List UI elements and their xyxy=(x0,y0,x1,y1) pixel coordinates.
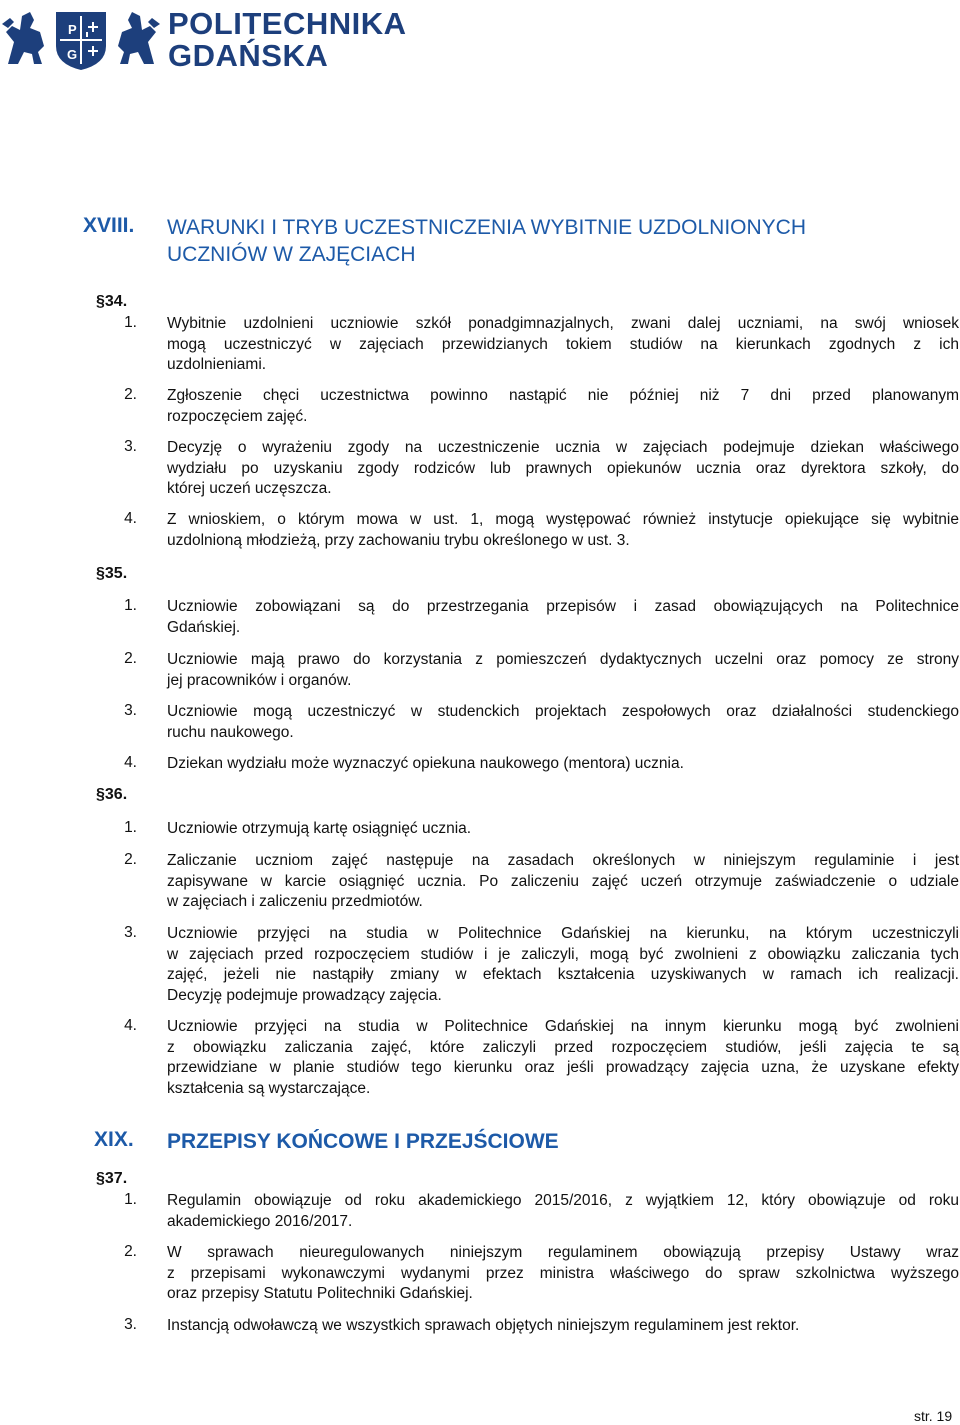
text-line: Zaliczanie uczniom zajęć następuje na zasadach określonych w niniejszym regulaminie i jest xyxy=(167,852,959,869)
paragraph-label: §35. xyxy=(96,565,128,582)
item-number: 1. xyxy=(124,597,137,614)
text-line: uzdolnieniami. xyxy=(167,356,267,373)
item-number: 1. xyxy=(124,314,137,331)
item-text xyxy=(167,1191,959,1232)
section-title-line: PRZEPISY KOŃCOWE I PRZEJŚCIOWE xyxy=(167,1130,559,1153)
item-text xyxy=(167,597,959,638)
text-line: w zajęciach przed rozpoczęciem studiów i je zaliczyli, mogą być zwolnieni z obowiązku zaliczania tych xyxy=(167,945,959,963)
section-number: XVIII. xyxy=(83,214,135,237)
paragraph-number: 35. xyxy=(104,565,128,582)
text-line: Decyzję o wyrażeniu zgody na uczestniczenie ucznia w zajęciach podejmuje dziekan właściwego xyxy=(167,439,959,456)
item-number: 2. xyxy=(124,386,137,403)
text-line: Uczniowie zobowiązani są do przestrzegania przepisów i zasad obowiązujących na Politechnice xyxy=(167,598,959,615)
section-number: XIX. xyxy=(94,1128,134,1151)
item-number: 3. xyxy=(124,924,137,941)
text-line: zajęć, jeżeli nie nastąpiły zmiany w efektach kształcenia uzyskiwanych w ramach ich realizacji. xyxy=(167,966,959,983)
text-line: w zajęciach i zaliczeniu przedmiotów. xyxy=(167,893,423,910)
item-text xyxy=(167,1243,959,1305)
text-line: z przepisami wykonawczymi wydanymi przez ministra właściwego do spraw szkolnictwa wyższego xyxy=(167,1264,959,1282)
section-title-line: UCZNIÓW W ZAJĘCIACH xyxy=(167,243,416,266)
item-text xyxy=(167,1017,959,1099)
paragraph-label: §34. xyxy=(96,293,128,310)
item-number: 1. xyxy=(124,819,137,836)
university-wordmark xyxy=(168,8,407,72)
item-text xyxy=(167,924,959,1006)
text-line: mogą uczestniczyć w zajęciach przewidzianych tokiem studiów na kierunkach zgodnych z ich xyxy=(167,335,959,353)
item-number: 1. xyxy=(124,1191,137,1208)
text-line: Uczniowie przyjęci na studia w Politechnice Gdańskiej na kierunku, na którym uczestniczyli xyxy=(167,925,959,942)
item-text xyxy=(167,386,959,427)
item-number: 2. xyxy=(124,851,137,868)
emblem-letter-g: G xyxy=(67,47,78,62)
text-line: zapisywane w karcie osiągnięć ucznia. Po zaliczeniu zajęć uczeń otrzymuje zaświadczenie o udziale xyxy=(167,872,959,890)
text-line: uzdolnioną młodzieżą, przy zachowaniu trybu określonego w ust. 3. xyxy=(167,531,630,549)
section-title-line: WARUNKI I TRYB UCZESTNICZENIA WYBITNIE UZDOLNIONYCH xyxy=(167,216,807,239)
item-number: 2. xyxy=(124,1243,137,1260)
page-number: str. 19 xyxy=(914,1408,953,1424)
text-line: Uczniowie otrzymują kartę osiągnięć ucznia. xyxy=(167,820,472,837)
item-number: 4. xyxy=(124,510,137,527)
text-line: Gdańskiej. xyxy=(167,618,241,636)
wordmark-line-1: POLITECHNIKA xyxy=(168,6,407,41)
text-line: akademickiego 2016/2017. xyxy=(167,1212,353,1230)
text-line: Zgłoszenie chęci uczestnictwa powinno nastąpić nie później niż 7 dni przed planowanym xyxy=(167,387,959,404)
text-line: wydziału po uzyskaniu zgody rodziców lub prawnych opiekunów ucznia oraz dyrektora szkoły, do xyxy=(167,459,959,477)
text-line: Uczniowie przyjęci na studia w Politechnice Gdańskiej na innym kierunku mogą być zwolnieni xyxy=(167,1018,959,1035)
text-line: Instancją odwoławczą we wszystkich sprawach objętych niniejszym regulaminem jest rektor. xyxy=(167,1317,800,1334)
item-text xyxy=(167,438,959,500)
item-text xyxy=(167,851,959,913)
section-title xyxy=(167,214,806,268)
text-line: jej pracowników i organów. xyxy=(167,671,352,689)
page-header xyxy=(0,0,960,80)
item-number: 4. xyxy=(124,754,137,771)
wordmark-line-2: GDAŃSKA xyxy=(168,38,329,73)
item-text xyxy=(167,510,959,551)
paragraph-number: 36. xyxy=(104,786,128,803)
item-text xyxy=(167,702,959,743)
text-line: W sprawach nieuregulowanych niniejszym regulaminem obowiązują przepisy Ustawy wraz xyxy=(167,1244,959,1261)
item-number: 3. xyxy=(124,702,137,719)
item-number: 3. xyxy=(124,438,137,455)
text-line: Uczniowie mają prawo do korzystania z pomieszczeń dydaktycznych uczelni oraz pomocy ze strony xyxy=(167,651,959,668)
university-emblem-icon xyxy=(0,6,162,72)
paragraph-number: 37. xyxy=(104,1170,128,1187)
item-text xyxy=(167,1316,959,1337)
text-line: ruchu naukowego. xyxy=(167,723,294,741)
text-fragment: Regulamin obowiązuje od roku akademickiego 2015/2016, z wyjątkiem 12, który obowiązuje od roku xyxy=(167,1192,959,1209)
text-line: z obowiązku zaliczania zajęć, które zaliczyli przed rozpoczęciem studiów, jeśli zajęcia te są xyxy=(167,1038,959,1056)
text-line: kształcenia są wystarczające. xyxy=(167,1079,371,1097)
text-line: której uczeń uczęszcza. xyxy=(167,480,332,497)
text-line: oraz przepisy Statutu Politechniki Gdańskiej. xyxy=(167,1285,473,1302)
text-line: przewidziane w planie studiów tego kierunku oraz jeśli prowadzący zajęcia uzna, że uzyskane efekty xyxy=(167,1059,959,1076)
text-line: Z wnioskiem, o którym mowa w ust. 1, mogą występować również instytucje opiekujące się wybitnie xyxy=(167,511,959,528)
item-text xyxy=(167,650,959,691)
text-line: rozpoczęciem zajęć. xyxy=(167,407,308,425)
item-number: 3. xyxy=(124,1316,137,1333)
paragraph-label: §37. xyxy=(96,1170,128,1187)
section-title xyxy=(167,1128,559,1155)
item-number: 4. xyxy=(124,1017,137,1034)
item-text xyxy=(167,314,959,376)
text-line: Wybitnie uzdolnieni uczniowie szkół ponadgimnazjalnych, zwani dalej uczniami, na swój wniosek xyxy=(167,315,959,332)
paragraph-label: §36. xyxy=(96,786,128,803)
text-line xyxy=(167,1191,959,1212)
text-line: Decyzję podejmuje prowadzący zajęcia. xyxy=(167,986,442,1004)
emblem-letter-p: P xyxy=(68,22,77,37)
text-line: Uczniowie mogą uczestniczyć w studenckich projektach zespołowych oraz działalności studenckiego xyxy=(167,703,959,720)
item-text xyxy=(167,754,959,775)
item-number: 2. xyxy=(124,650,137,667)
text-line: Dziekan wydziału może wyznaczyć opiekuna naukowego (mentora) ucznia. xyxy=(167,755,684,772)
paragraph-number: 34. xyxy=(104,293,128,310)
item-text xyxy=(167,819,959,840)
